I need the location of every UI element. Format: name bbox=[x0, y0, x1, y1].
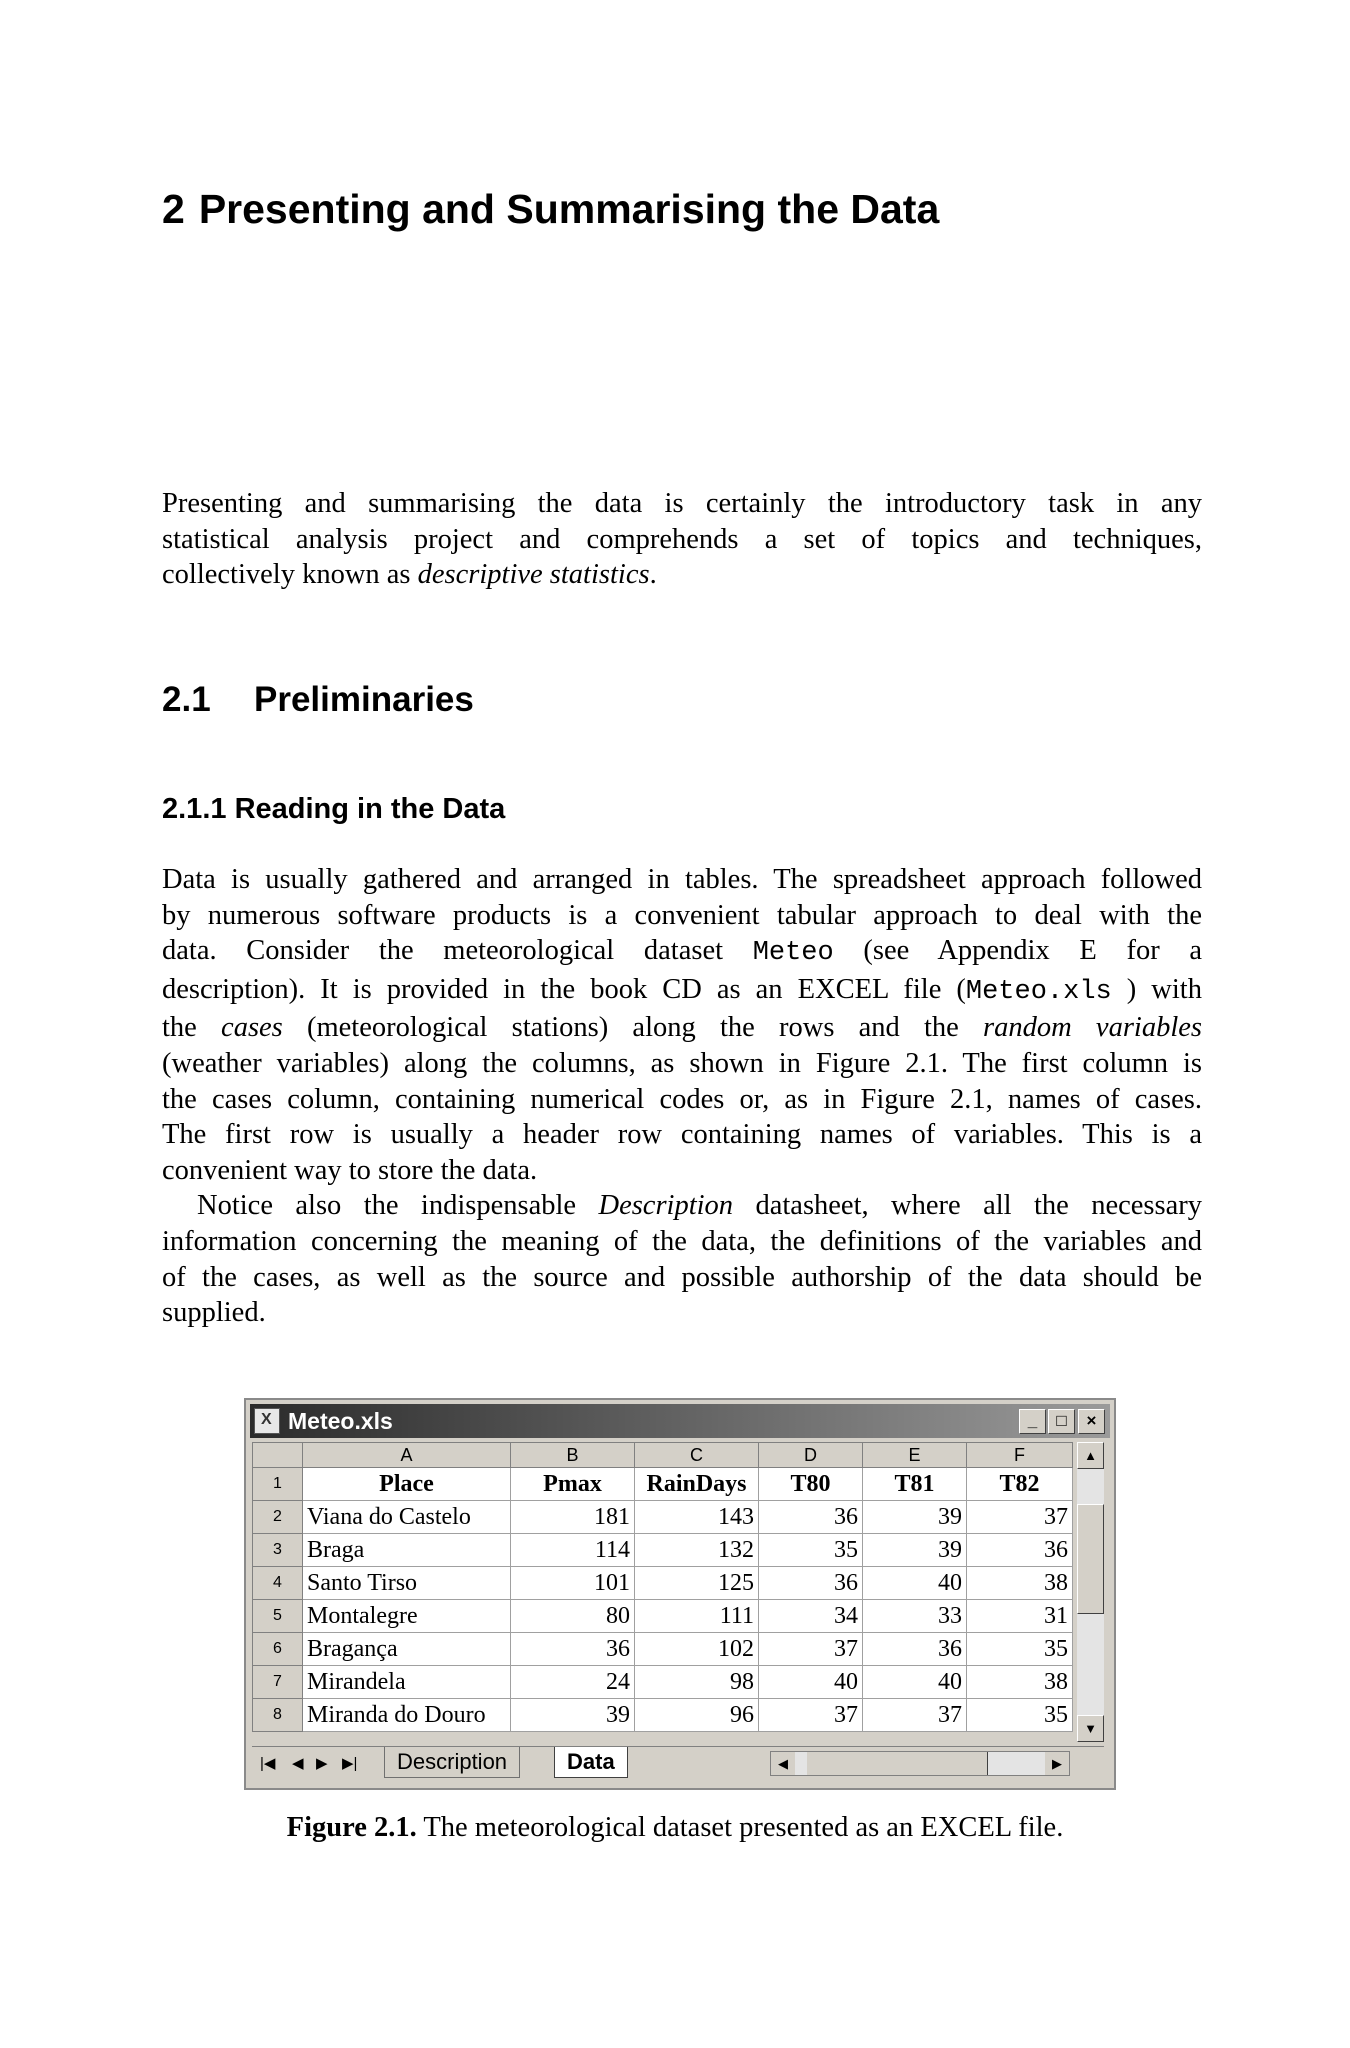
cell[interactable]: 143 bbox=[635, 1501, 759, 1534]
cell[interactable]: T80 bbox=[759, 1468, 863, 1501]
cell[interactable]: Pmax bbox=[511, 1468, 635, 1501]
cell[interactable]: Bragança bbox=[303, 1633, 511, 1666]
table-row bbox=[253, 1534, 1073, 1567]
scroll-left-icon[interactable]: ◀ bbox=[771, 1752, 795, 1775]
body-line bbox=[162, 933, 1202, 972]
cell[interactable]: 37 bbox=[863, 1699, 967, 1732]
subsection-title-text: Reading in the Data bbox=[234, 793, 506, 825]
intro-paragraph bbox=[162, 486, 1202, 593]
body-paragraph bbox=[162, 862, 1202, 1331]
row-header[interactable]: 3 bbox=[253, 1534, 303, 1567]
row-header[interactable]: 4 bbox=[253, 1567, 303, 1600]
body-line: the cases column, containing numerical codes or, as in Figure 2.1, names of cases. bbox=[162, 1083, 1202, 1115]
excel-titlebar[interactable] bbox=[250, 1404, 1110, 1438]
cell[interactable]: 39 bbox=[863, 1501, 967, 1534]
row-header[interactable]: 6 bbox=[253, 1633, 303, 1666]
minimize-button[interactable]: _ bbox=[1019, 1409, 1046, 1434]
horizontal-scrollbar[interactable] bbox=[770, 1751, 1070, 1776]
table-row bbox=[253, 1633, 1073, 1666]
row-header[interactable]: 7 bbox=[253, 1666, 303, 1699]
chapter-title bbox=[162, 186, 939, 233]
scroll-down-icon[interactable]: ▼ bbox=[1077, 1715, 1104, 1742]
intro-line bbox=[162, 557, 1202, 593]
cell[interactable]: 36 bbox=[759, 1567, 863, 1600]
prev-sheet-icon[interactable]: ◀ bbox=[292, 1755, 304, 1772]
body-text: description). It is provided in the book CD as an EXCEL file ( bbox=[162, 973, 966, 1005]
table-row bbox=[253, 1600, 1073, 1633]
column-header[interactable]: C bbox=[635, 1443, 759, 1468]
cell[interactable]: 39 bbox=[863, 1534, 967, 1567]
intro-emphasis: descriptive statistics bbox=[417, 559, 650, 591]
table-row bbox=[253, 1567, 1073, 1600]
cell[interactable]: 102 bbox=[635, 1633, 759, 1666]
intro-period: . bbox=[649, 559, 657, 591]
section-title-text: Preliminaries bbox=[254, 680, 474, 719]
cell[interactable]: 38 bbox=[967, 1567, 1073, 1600]
close-button[interactable]: × bbox=[1078, 1409, 1105, 1434]
body-line: (weather variables) along the columns, as shown in Figure 2.1. The first column is bbox=[162, 1047, 1202, 1079]
sheet-tab-bar bbox=[252, 1746, 1104, 1781]
row-header[interactable]: 5 bbox=[253, 1600, 303, 1633]
cell[interactable]: RainDays bbox=[635, 1468, 759, 1501]
cell[interactable]: 125 bbox=[635, 1567, 759, 1600]
cell[interactable]: 36 bbox=[759, 1501, 863, 1534]
body-line: supplied. bbox=[162, 1297, 266, 1329]
body-line: convenient way to store the data. bbox=[162, 1154, 538, 1186]
chapter-title-text: Presenting and Summarising the Data bbox=[198, 186, 940, 232]
cell[interactable]: 40 bbox=[759, 1666, 863, 1699]
cell[interactable]: Braga bbox=[303, 1534, 511, 1567]
last-sheet-icon[interactable]: ▶| bbox=[342, 1755, 358, 1772]
cell[interactable]: 33 bbox=[863, 1600, 967, 1633]
cell[interactable]: 80 bbox=[511, 1600, 635, 1633]
intro-line: statistical analysis project and comprehends a set of topics and techniques, bbox=[162, 523, 1202, 555]
body-line: information concerning the meaning of the data, the definitions of the variables and bbox=[162, 1225, 1202, 1257]
column-header[interactable]: F bbox=[967, 1443, 1073, 1468]
row-header[interactable]: 1 bbox=[253, 1468, 303, 1501]
cell[interactable]: 37 bbox=[759, 1699, 863, 1732]
scroll-thumb[interactable] bbox=[1077, 1504, 1104, 1614]
cell[interactable]: T82 bbox=[967, 1468, 1073, 1501]
subsection-number: 2.1.1 bbox=[162, 793, 227, 825]
dataset-name: Meteo bbox=[752, 938, 834, 969]
table-row bbox=[253, 1468, 1073, 1501]
caption-text: The meteorological dataset presented as an EXCEL file. bbox=[416, 1812, 1064, 1843]
cell[interactable]: 35 bbox=[759, 1534, 863, 1567]
cell[interactable]: 35 bbox=[967, 1699, 1073, 1732]
cell[interactable]: 38 bbox=[967, 1666, 1073, 1699]
cell[interactable]: 111 bbox=[635, 1600, 759, 1633]
body-text: the bbox=[162, 1012, 222, 1044]
cell[interactable]: 35 bbox=[967, 1633, 1073, 1666]
column-header-row bbox=[253, 1443, 1073, 1468]
excel-window bbox=[244, 1398, 1116, 1790]
body-text: Notice also the indispensable bbox=[197, 1190, 599, 1222]
spreadsheet-grid bbox=[252, 1442, 1073, 1732]
cell[interactable]: Santo Tirso bbox=[303, 1567, 511, 1600]
section-title bbox=[162, 680, 474, 720]
table-row bbox=[253, 1666, 1073, 1699]
tab-data[interactable]: Data bbox=[554, 1747, 628, 1778]
caption-label: Figure 2.1. bbox=[286, 1812, 417, 1843]
maximize-button[interactable]: □ bbox=[1048, 1409, 1075, 1434]
cell[interactable]: 96 bbox=[635, 1699, 759, 1732]
row-header[interactable]: 8 bbox=[253, 1699, 303, 1732]
chapter-number: 2 bbox=[162, 186, 185, 232]
body-text: data. Consider the meteorological dataset bbox=[162, 935, 753, 967]
body-line bbox=[162, 972, 1202, 1011]
scroll-up-icon[interactable]: ▲ bbox=[1077, 1442, 1104, 1469]
emphasis: cases bbox=[221, 1012, 283, 1044]
body-text: (meteorological stations) along the rows and the bbox=[282, 1012, 984, 1044]
intro-line: Presenting and summarising the data is certainly the introductory task in any bbox=[162, 488, 1202, 519]
body-line: The first row is usually a header row containing names of variables. This is a bbox=[162, 1119, 1202, 1151]
column-header[interactable]: B bbox=[511, 1443, 635, 1468]
select-all-corner[interactable] bbox=[253, 1443, 303, 1468]
cell[interactable]: Viana do Castelo bbox=[303, 1501, 511, 1534]
cell[interactable]: 37 bbox=[759, 1633, 863, 1666]
cell[interactable]: 36 bbox=[863, 1633, 967, 1666]
column-header[interactable]: E bbox=[863, 1443, 967, 1468]
body-line: of the cases, as well as the source and possible authorship of the data should be bbox=[162, 1261, 1202, 1293]
cell[interactable]: Mirandela bbox=[303, 1666, 511, 1699]
body-line: Data is usually gathered and arranged in tables. The spreadsheet approach followed bbox=[162, 864, 1202, 895]
cell[interactable]: 31 bbox=[967, 1600, 1073, 1633]
body-line bbox=[162, 1010, 1202, 1046]
emphasis: random variables bbox=[983, 1012, 1203, 1044]
column-header[interactable]: A bbox=[303, 1443, 511, 1468]
column-header[interactable]: D bbox=[759, 1443, 863, 1468]
emphasis: Description bbox=[598, 1190, 734, 1222]
first-sheet-icon[interactable]: |◀ bbox=[260, 1755, 276, 1772]
cell[interactable]: 24 bbox=[511, 1666, 635, 1699]
body-text: (see Appendix E for a bbox=[833, 935, 1202, 967]
horizontal-scroll-thumb[interactable] bbox=[807, 1752, 988, 1775]
subsection-title bbox=[162, 793, 505, 826]
cell[interactable]: 39 bbox=[511, 1699, 635, 1732]
cell[interactable]: Montalegre bbox=[303, 1600, 511, 1633]
cell[interactable]: 181 bbox=[511, 1501, 635, 1534]
body-text: ) with bbox=[1111, 973, 1202, 1005]
cell[interactable]: 37 bbox=[967, 1501, 1073, 1534]
table-row bbox=[253, 1699, 1073, 1732]
section-number: 2.1 bbox=[162, 680, 211, 719]
next-sheet-icon[interactable]: ▶ bbox=[316, 1755, 328, 1772]
cell[interactable]: Miranda do Douro bbox=[303, 1699, 511, 1732]
figure-caption bbox=[0, 1812, 1350, 1844]
cell[interactable]: 98 bbox=[635, 1666, 759, 1699]
cell[interactable]: 34 bbox=[759, 1600, 863, 1633]
cell[interactable]: 132 bbox=[635, 1534, 759, 1567]
excel-file-icon bbox=[254, 1408, 280, 1434]
body-text: datasheet, where all the necessary bbox=[733, 1190, 1202, 1222]
intro-text: collectively known as bbox=[162, 559, 418, 591]
cell[interactable]: 40 bbox=[863, 1666, 967, 1699]
body-line bbox=[162, 1188, 1202, 1224]
tab-description[interactable]: Description bbox=[384, 1747, 520, 1778]
cell[interactable]: T81 bbox=[863, 1468, 967, 1501]
scroll-right-icon[interactable]: ▶ bbox=[1045, 1752, 1069, 1775]
table-row bbox=[253, 1501, 1073, 1534]
cell[interactable]: 36 bbox=[967, 1534, 1073, 1567]
cell[interactable]: 40 bbox=[863, 1567, 967, 1600]
row-header[interactable]: 2 bbox=[253, 1501, 303, 1534]
cell[interactable]: 36 bbox=[511, 1633, 635, 1666]
cell[interactable]: 101 bbox=[511, 1567, 635, 1600]
body-line: by numerous software products is a convenient tabular approach to deal with the bbox=[162, 899, 1202, 931]
window-title: Meteo.xls bbox=[288, 1408, 393, 1434]
cell[interactable]: Place bbox=[303, 1468, 511, 1501]
vertical-scrollbar[interactable] bbox=[1077, 1442, 1104, 1742]
file-name: Meteo.xls bbox=[965, 976, 1112, 1007]
cell[interactable]: 114 bbox=[511, 1534, 635, 1567]
